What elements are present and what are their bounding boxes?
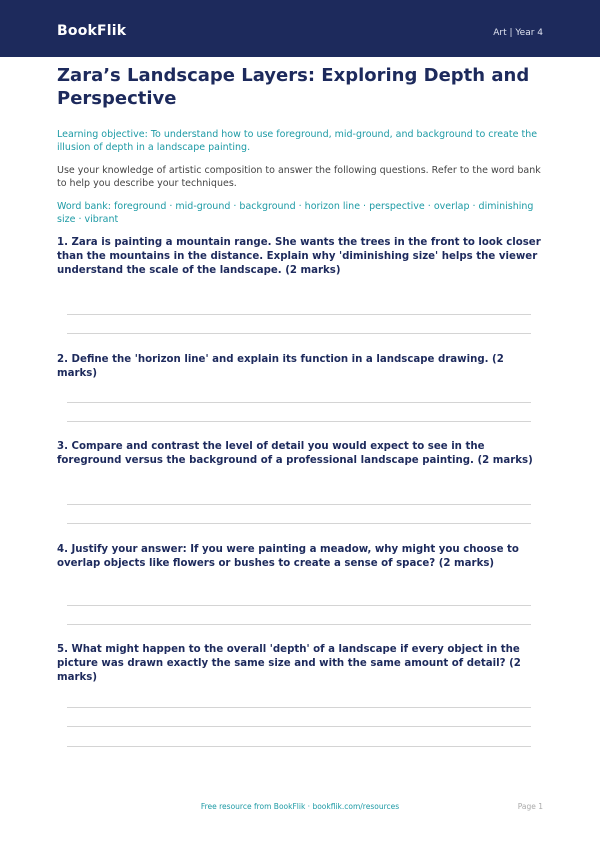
answer-line[interactable] bbox=[67, 314, 531, 315]
page-number: Page 1 bbox=[517, 802, 543, 811]
answer-line[interactable] bbox=[67, 624, 531, 625]
word-bank: Word bank: foreground · mid-ground · background · horizon line · perspective · overlap · diminishing size · vibrant bbox=[57, 201, 534, 225]
answer-line[interactable] bbox=[67, 504, 531, 505]
page-header bbox=[0, 0, 600, 57]
brand-logo[interactable]: BookFlik bbox=[57, 23, 127, 39]
answer-line[interactable] bbox=[67, 333, 531, 334]
answer-line[interactable] bbox=[67, 726, 531, 727]
footer-credit[interactable]: Free resource from BookFlik · bookflik.com/resources bbox=[200, 802, 400, 811]
answer-line[interactable] bbox=[67, 707, 531, 708]
answer-line[interactable] bbox=[67, 523, 531, 524]
question-1: 1. Zara is painting a mountain range. She wants the trees in the front to look closer than the mountains in the distance. Explain why 'diminishing size' helps the viewer understand the scale of the landscape. (2 marks) bbox=[57, 237, 541, 276]
answer-line[interactable] bbox=[67, 421, 531, 422]
worksheet-intro bbox=[57, 64, 543, 226]
question-5: 5. What might happen to the overall 'depth' of a landscape if every object in the picture was drawn exactly the same size and with the same amount of detail? (2 marks) bbox=[57, 644, 521, 683]
question-3: 3. Compare and contrast the level of detail you would expect to see in the foreground versus the background of a professional landscape painting. (2 marks) bbox=[57, 441, 533, 466]
answer-line[interactable] bbox=[67, 605, 531, 606]
answer-line[interactable] bbox=[67, 746, 531, 747]
page-title: Zara’s Landscape Layers: Exploring Depth and Perspective bbox=[57, 65, 530, 109]
subject-year-label: Art | Year 4 bbox=[493, 28, 543, 38]
question-4: 4. Justify your answer: If you were painting a meadow, why might you choose to overlap objects like flowers or bushes to create a sense of space? (2 marks) bbox=[57, 544, 519, 569]
question-2: 2. Define the 'horizon line' and explain its function in a landscape drawing. (2 marks) bbox=[57, 354, 504, 379]
answer-line[interactable] bbox=[67, 402, 531, 403]
learning-objective: Learning objective: To understand how to use foreground, mid-ground, and background to create the illusion of depth in a landscape painting. bbox=[57, 129, 538, 153]
instructions: Use your knowledge of artistic composition to answer the following questions. Refer to the word bank to help you describe your techniques. bbox=[57, 165, 541, 189]
